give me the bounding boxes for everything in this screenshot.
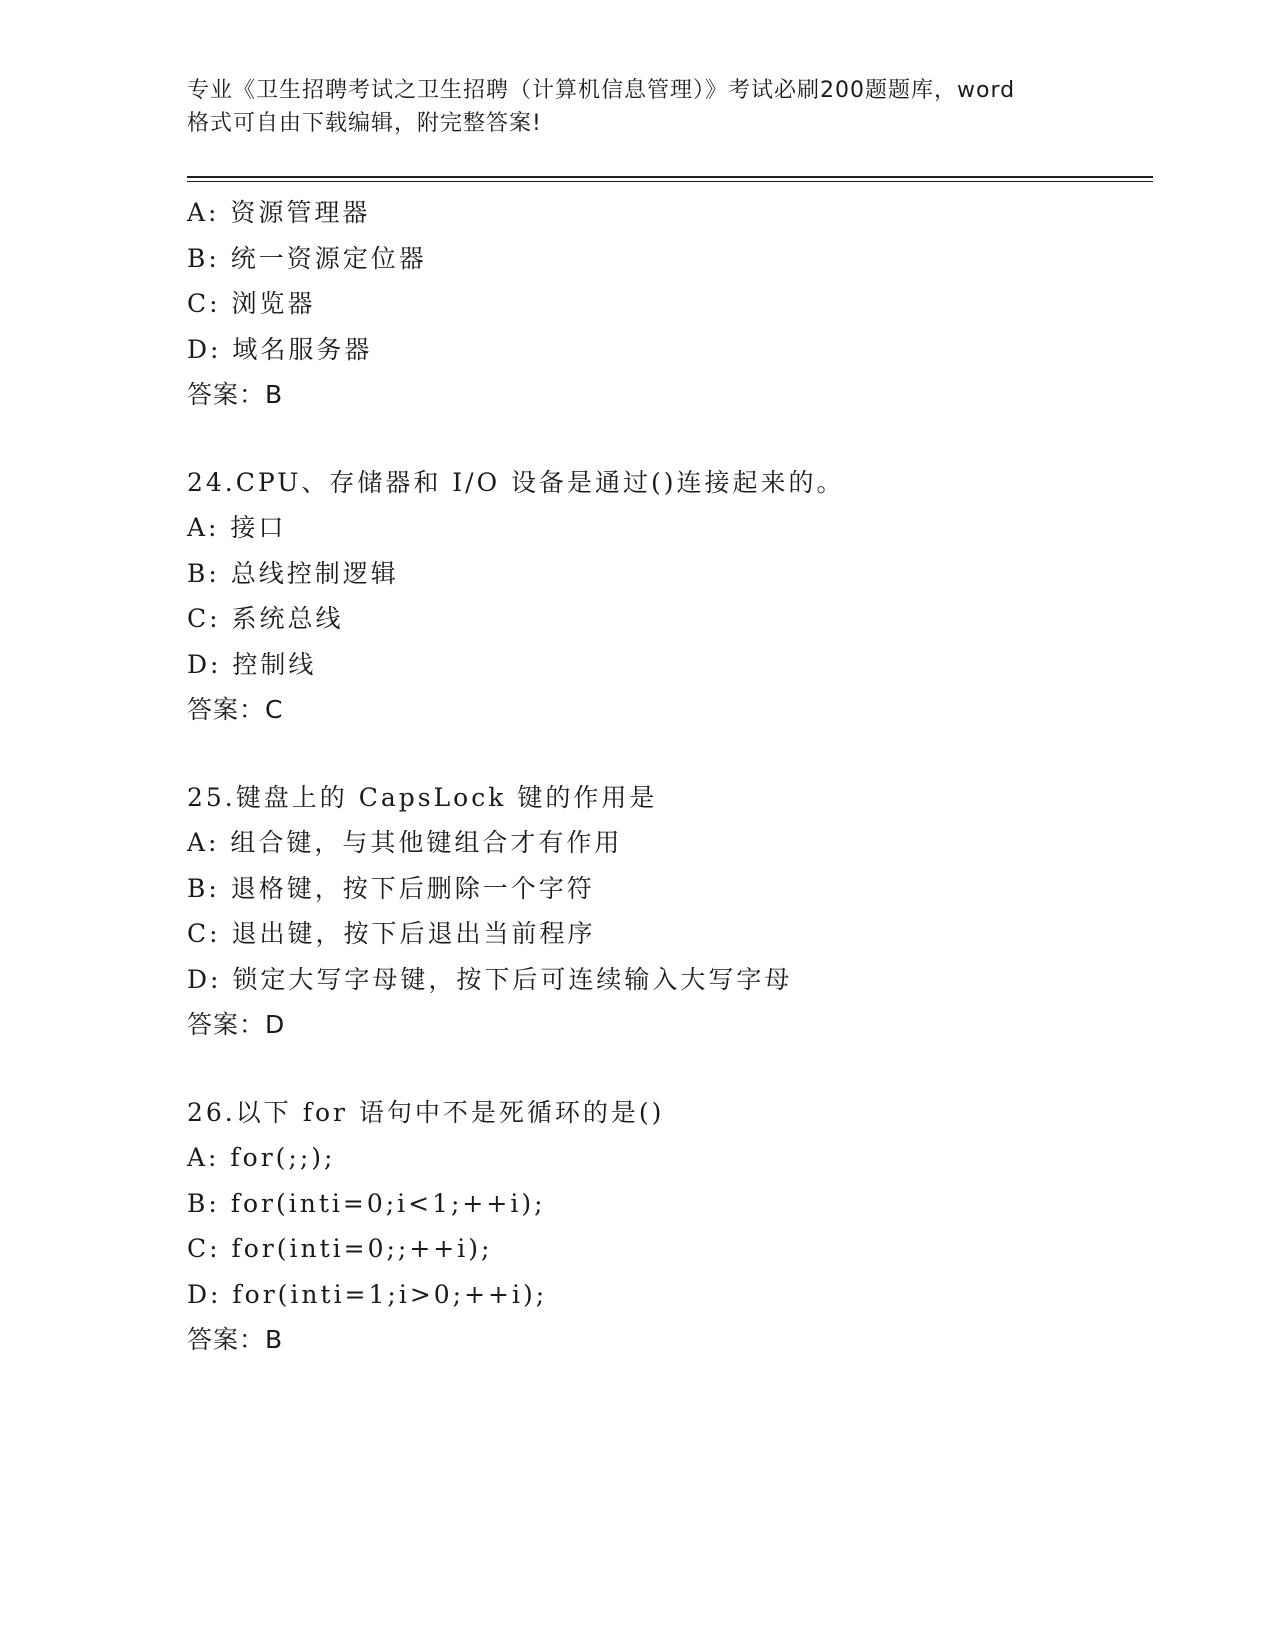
answer-line: 答案：C [187,695,284,724]
option-a: A: for(;;); [187,1143,336,1172]
option-d: D: 锁定大写字母键，按下后可连续输入大写字母 [187,964,793,994]
block-spacer [187,418,1147,460]
option-b: B: 总线控制逻辑 [187,558,399,588]
header-divider-bottom [187,181,1153,182]
header-title-line-2: 格式可自由下载编辑，附完整答案! [187,111,542,136]
option-d: D: 控制线 [187,649,317,679]
option-b: B: for(inti=0;i<1;++i); [187,1188,546,1218]
answer-line: 答案：B [187,380,284,409]
option-c: C: for(inti=0;;++i); [187,1234,493,1263]
answer-line: 答案：D [187,1010,286,1039]
question-text: 26.以下 for 语句中不是死循环的是() [187,1097,665,1127]
option-b: B: 统一资源定位器 [187,243,427,273]
block-spacer [187,1048,1147,1090]
question-block [187,775,1147,1048]
option-d: D: for(inti=1;i>0;++i); [187,1279,548,1309]
question-list [187,190,1147,1363]
block-spacer [187,733,1147,775]
question-block [187,190,1147,418]
option-a: A: 组合键，与其他键组合才有作用 [187,828,623,857]
question-block [187,460,1147,733]
option-d: D: 域名服务器 [187,334,373,364]
header-title-line-1: 专业《卫生招聘考试之卫生招聘（计算机信息管理）》考试必刷200题题库，word [187,78,1016,103]
option-c: C: 系统总线 [187,604,344,633]
header-divider-top [187,176,1153,178]
option-a: A: 资源管理器 [187,198,371,227]
option-c: C: 退出键，按下后退出当前程序 [187,919,596,948]
document-header [187,74,1087,140]
answer-line: 答案：B [187,1325,284,1354]
option-c: C: 浏览器 [187,289,316,318]
option-b: B: 退格键，按下后删除一个字符 [187,873,595,903]
option-a: A: 接口 [187,513,287,542]
question-block [187,1090,1147,1363]
question-text: 25.键盘上的 CapsLock 键的作用是 [187,782,658,812]
question-text: 24.CPU、存储器和 I/O 设备是通过()连接起来的。 [187,467,845,497]
